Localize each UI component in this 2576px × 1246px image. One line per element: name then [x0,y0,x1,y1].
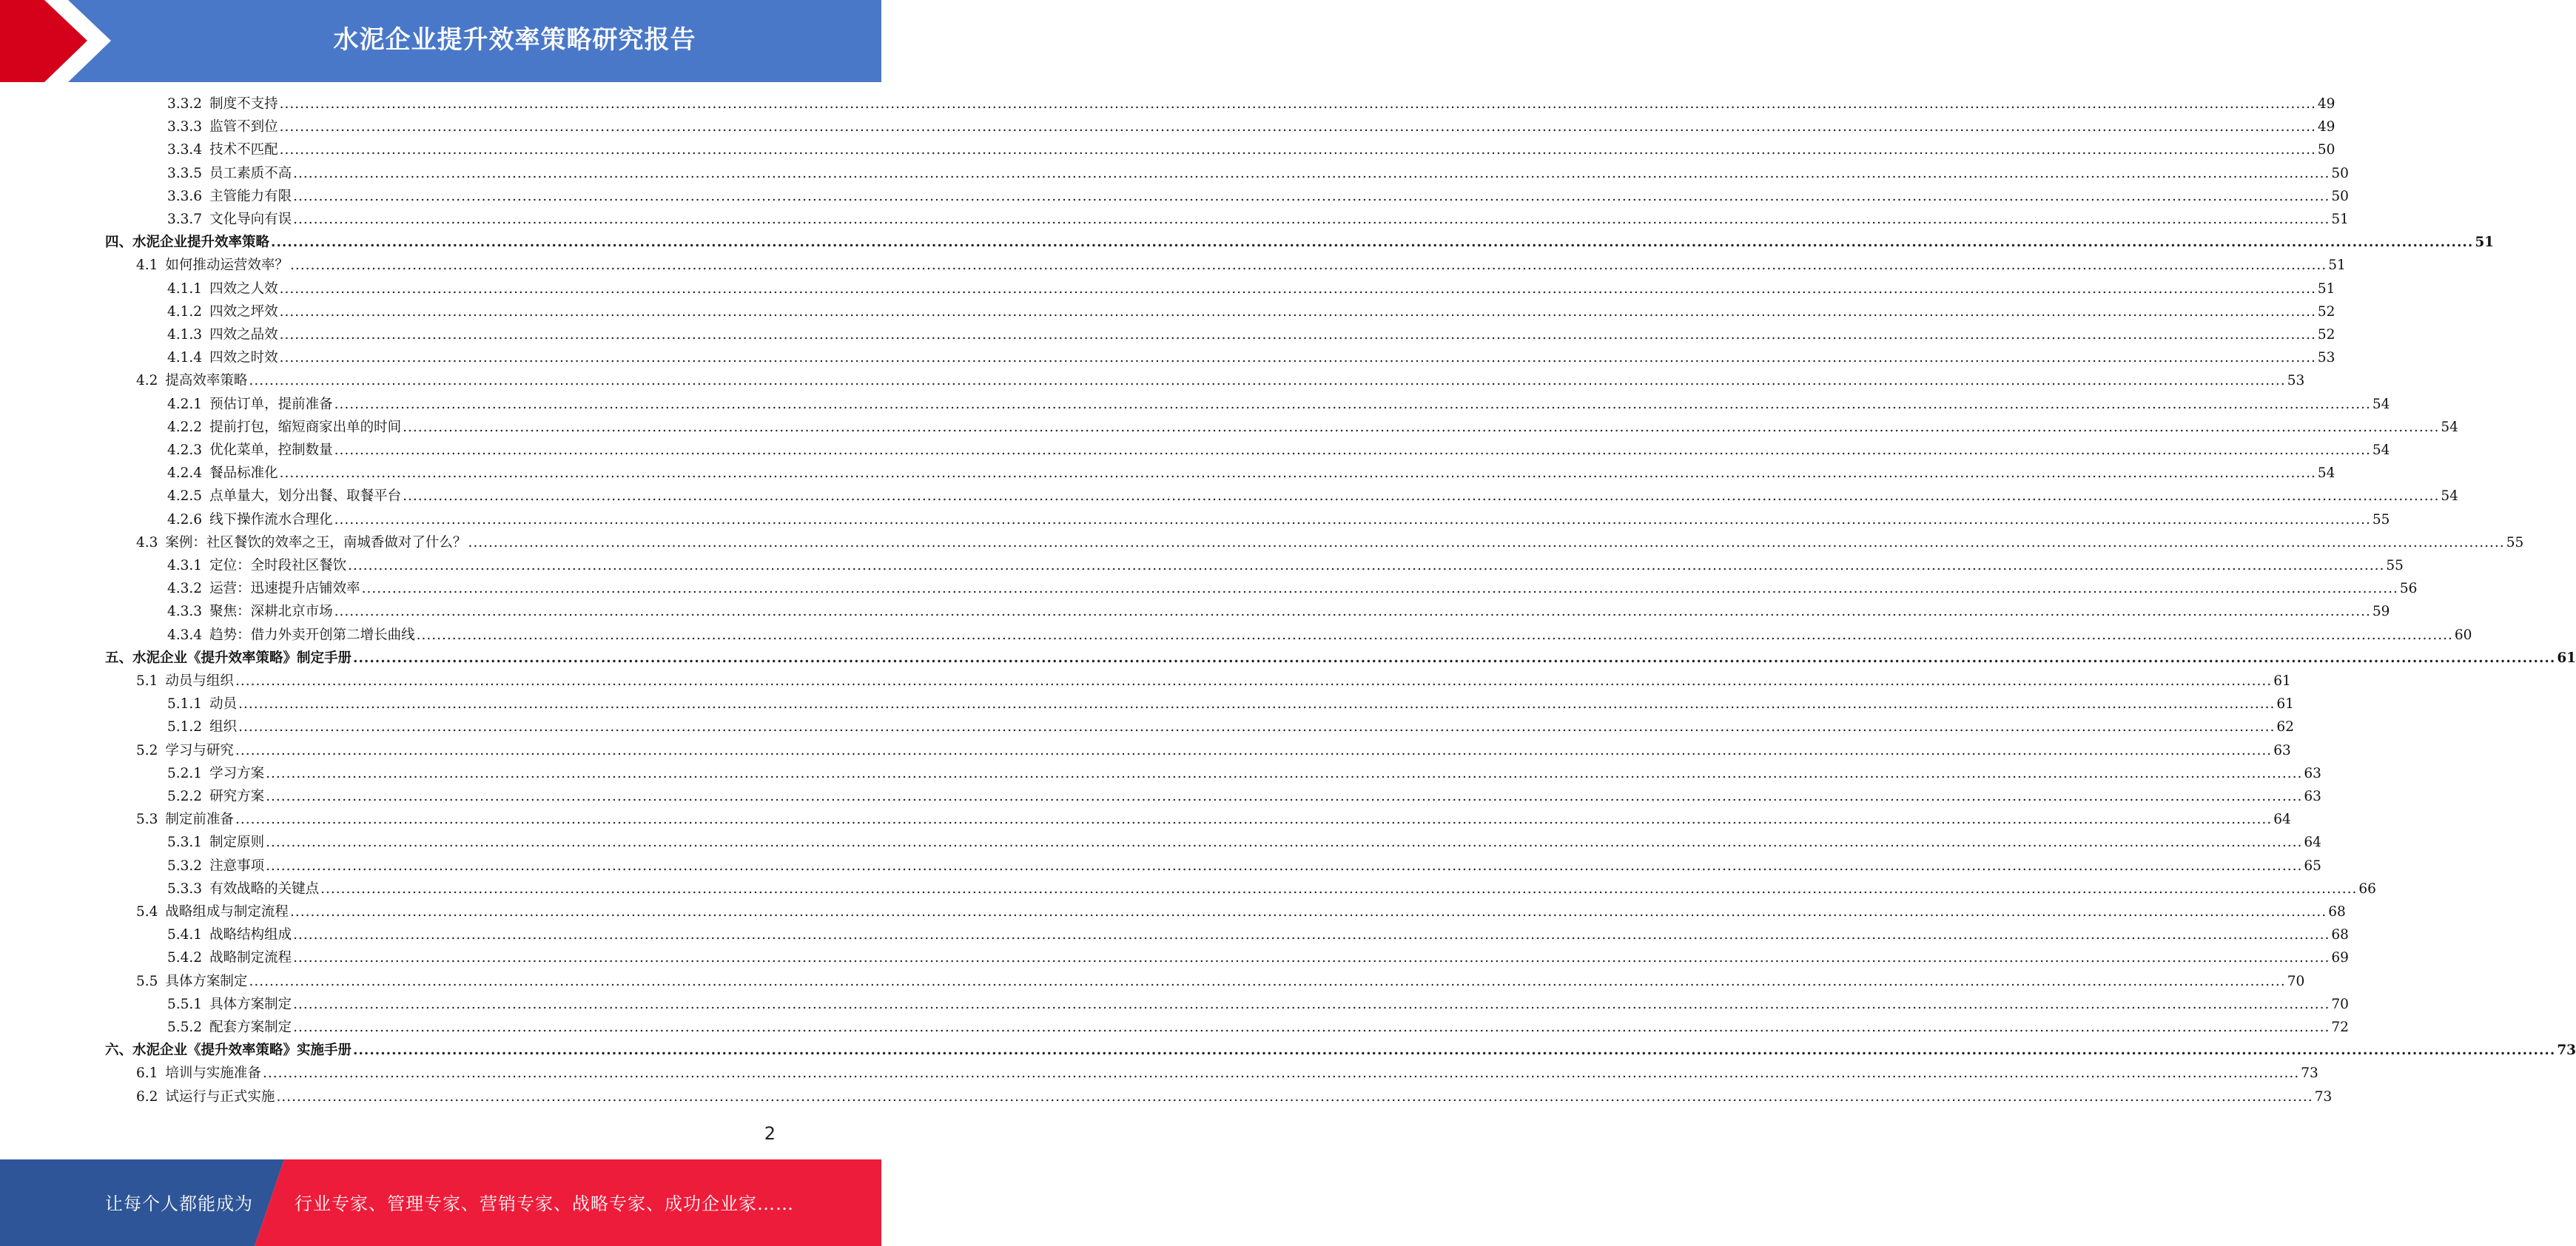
toc-entry-page: 68 [2331,927,2349,943]
toc-entry-title: 组织 [209,719,238,735]
toc-entry-number: 5.2.1 [167,765,203,781]
toc-entry[interactable] [167,832,2321,854]
toc-dot-leader: ................................................................................................................................................................................................................................................................................................................................................................................................................ [279,119,2316,135]
toc-entry-number: 4.3 [136,534,158,550]
toc-entry[interactable] [167,947,2349,969]
toc-entry-page: 54 [2441,488,2458,505]
toc-dot-leader: ................................................................................................................................................................................................................................................................................................................................................................................................................ [235,742,2273,758]
toc-entry-title: 文化导向有误 [209,212,292,227]
toc-entry-number: 4.1 [136,257,158,274]
toc-entry-title: 优化菜单，控制数量 [209,442,333,458]
toc-entry-title: 水泥企业提升效率策略 [132,235,270,251]
toc-entry-page: 65 [2304,858,2321,874]
toc-entry-title: 预估订单，提前准备 [209,396,333,412]
toc-entry[interactable] [167,116,2335,138]
toc-entry-number: 3.3.6 [167,188,203,204]
toc-entry-number: 5.2.2 [167,789,203,804]
toc-entry-title: 监管不到位 [209,119,278,135]
toc-dot-leader: ................................................................................................................................................................................................................................................................................................................................................................................................................ [293,950,2330,966]
toc-dot-leader: ................................................................................................................................................................................................................................................................................................................................................................................................................ [238,719,2276,735]
toc-entry[interactable] [167,417,2458,439]
toc-entry[interactable] [136,370,2305,392]
toc-entry-title: 培训与实施准备 [165,1065,261,1082]
toc-dot-leader: ................................................................................................................................................................................................................................................................................................................................................................................................................ [249,373,2286,389]
toc-entry-page: 51 [2331,212,2349,227]
toc-entry-title: 运营：迅速提升店铺效率 [209,581,360,597]
toc-entry-page: 54 [2372,442,2390,458]
toc-entry[interactable] [167,347,2335,369]
toc-entry-page: 69 [2331,950,2349,966]
toc-entry-page: 61 [2273,673,2291,689]
toc-entry-title: 配套方案制定 [209,1020,292,1035]
toc-entry-number: 4.3.1 [167,558,203,573]
toc-entry[interactable] [136,670,2291,693]
toc-entry-page: 50 [2317,142,2335,158]
toc-entry-number: 4.3.4 [167,627,203,643]
toc-entry-title: 四效之人效 [209,280,278,297]
toc-dot-leader: ................................................................................................................................................................................................................................................................................................................................................................................................................ [293,165,2330,181]
toc-entry[interactable] [136,901,2346,923]
toc-entry-number: 5.5.1 [167,996,203,1012]
toc-entry-title: 制定原则 [209,835,265,851]
toc-entry-page: 63 [2273,742,2291,758]
toc-entry-number: 5.4.1 [167,927,203,943]
toc-dot-leader: ................................................................................................................................................................................................................................................................................................................................................................................................................ [279,142,2316,158]
toc-entry-number: 4.1.2 [167,303,203,320]
toc-entry-number: 六、 [105,1043,133,1059]
toc-entry-title: 学习方案 [209,765,265,781]
toc-entry-number: 5.4.2 [167,950,203,966]
toc-entry-page: 53 [2317,350,2335,366]
toc-dot-leader: ................................................................................................................................................................................................................................................................................................................................................................................................................ [279,303,2316,320]
toc-entry-page: 50 [2331,188,2349,204]
toc-entry-page: 52 [2317,327,2335,343]
toc-entry-title: 四效之坪效 [209,303,278,320]
toc-entry[interactable] [167,786,2321,808]
toc-entry-number: 4.2.6 [167,511,203,528]
toc-entry-page: 63 [2304,789,2321,804]
toc-entry-number: 4.2.3 [167,442,203,458]
page-footer [0,1159,881,1246]
toc-entry-number: 4.3.3 [167,604,203,620]
toc-dot-leader: ................................................................................................................................................................................................................................................................................................................................................................................................................ [266,858,2303,874]
toc-entry[interactable] [167,209,2349,231]
toc-entry-page: 73 [2557,1043,2576,1059]
toc-entry-number: 5.3.2 [167,858,203,874]
toc-entry-page: 55 [2506,534,2524,550]
toc-entry-title: 制度不支持 [209,96,278,112]
toc-entry-number: 5.3.1 [167,835,203,851]
toc-entry-page: 49 [2317,96,2335,112]
toc-entry-number: 3.3.3 [167,119,203,135]
toc-entry-title: 有效战略的关键点 [209,880,320,897]
toc-entry-title: 如何推动运营效率？ [165,257,289,274]
toc-entry-page: 54 [2317,465,2335,482]
toc-entry-number: 5.3 [136,812,158,828]
toc-entry[interactable] [167,509,2390,531]
toc-entry-title: 具体方案制定 [165,973,248,989]
toc-entry[interactable] [136,532,2524,554]
toc-entry-page: 55 [2372,511,2390,528]
toc-dot-leader: ................................................................................................................................................................................................................................................................................................................................................................................................................ [353,650,2556,666]
toc-entry-page: 72 [2331,1020,2349,1035]
toc-entry-title: 员工素质不高 [209,165,292,181]
toc-entry[interactable] [136,971,2305,993]
toc-entry-title: 水泥企业《提升效率策略》实施手册 [132,1043,352,1059]
toc-dot-leader: ................................................................................................................................................................................................................................................................................................................................................................................................................ [279,327,2316,343]
toc-entry[interactable] [136,1086,2333,1108]
toc-entry-page: 50 [2331,165,2349,181]
toc-dot-leader: ................................................................................................................................................................................................................................................................................................................................................................................................................ [249,973,2286,989]
toc-entry-title: 战略组成与制定流程 [165,904,289,920]
toc-entry[interactable] [136,740,2291,762]
toc-entry-title: 线下操作流水合理化 [209,511,333,528]
toc-entry-number: 5.1 [136,673,158,689]
toc-entry-title: 具体方案制定 [209,996,292,1012]
toc-dot-leader: ................................................................................................................................................................................................................................................................................................................................................................................................................ [334,442,2371,458]
toc-entry-number: 4.2.1 [167,396,203,412]
toc-entry[interactable] [167,578,2418,600]
toc-entry-page: 70 [2287,973,2305,989]
toc-entry-title: 战略制定流程 [209,950,292,966]
toc-dot-leader: ................................................................................................................................................................................................................................................................................................................................................................................................................ [235,673,2273,689]
toc-dot-leader: ................................................................................................................................................................................................................................................................................................................................................................................................................ [416,627,2453,643]
toc-entry-title: 餐品标准化 [209,465,278,482]
toc-dot-leader: ................................................................................................................................................................................................................................................................................................................................................................................................................ [293,927,2330,943]
toc-entry-title: 定位：全时段社区餐饮 [209,558,347,573]
toc-entry[interactable] [167,693,2294,715]
toc-entry-number: 3.3.5 [167,165,203,181]
toc-entry-page: 53 [2287,373,2305,389]
toc-dot-leader: ................................................................................................................................................................................................................................................................................................................................................................................................................ [266,789,2303,804]
toc-entry[interactable] [105,647,2576,670]
toc-entry-number: 4.3.2 [167,581,203,597]
toc-entry-title: 动员与组织 [165,673,234,689]
toc-entry[interactable] [136,809,2291,831]
toc-dot-leader: ................................................................................................................................................................................................................................................................................................................................................................................................................ [289,904,2327,920]
toc-entry-page: 64 [2304,835,2321,851]
toc-dot-leader: ................................................................................................................................................................................................................................................................................................................................................................................................................ [403,419,2440,435]
toc-entry-number: 5.1.1 [167,696,203,713]
toc-entry[interactable] [167,994,2349,1016]
toc-dot-leader: ................................................................................................................................................................................................................................................................................................................................................................................................................ [279,350,2316,366]
toc-dot-leader: ................................................................................................................................................................................................................................................................................................................................................................................................................ [279,96,2316,112]
toc-entry-title: 案例：社区餐饮的效率之王，南城香做对了什么？ [165,534,467,550]
toc-entry-title: 四效之时效 [209,350,278,366]
toc-entry[interactable] [167,555,2404,577]
toc-entry-number: 五、 [105,650,133,666]
toc-entry[interactable] [167,855,2321,878]
toc-entry[interactable] [136,255,2346,277]
toc-entry[interactable] [167,324,2335,346]
toc-entry-page: 59 [2372,604,2390,620]
toc-entry-number: 5.2 [136,742,158,758]
toc-entry-number: 四、 [105,235,133,251]
header-title: 水泥企业提升效率策略研究报告 [333,25,696,55]
toc-entry[interactable] [136,1063,2318,1085]
toc-entry-title: 试运行与正式实施 [165,1088,275,1105]
toc-entry[interactable] [167,462,2335,485]
toc-entry-number: 4.1.4 [167,350,203,366]
toc-entry[interactable] [105,232,2495,254]
toc-entry-number: 5.5 [136,973,158,989]
toc-entry[interactable] [105,1040,2576,1062]
toc-dot-leader: ................................................................................................................................................................................................................................................................................................................................................................................................................ [320,880,2358,897]
toc-dot-leader: ................................................................................................................................................................................................................................................................................................................................................................................................................ [266,835,2303,851]
toc-entry-number: 5.5.2 [167,1020,203,1035]
toc-entry-page: 73 [2314,1088,2333,1105]
toc-dot-leader: ................................................................................................................................................................................................................................................................................................................................................................................................................ [271,235,2474,251]
toc-entry-page: 56 [2399,581,2418,597]
toc-entry-title: 主管能力有限 [209,188,292,204]
toc-entry-number: 4.2.4 [167,465,203,482]
toc-entry-number: 6.2 [136,1088,158,1105]
toc-entry-title: 学习与研究 [165,742,234,758]
toc-entry[interactable] [167,485,2458,508]
toc-entry-number: 4.2 [136,373,158,389]
toc-dot-leader: ................................................................................................................................................................................................................................................................................................................................................................................................................ [353,1043,2556,1059]
toc-dot-leader: ................................................................................................................................................................................................................................................................................................................................................................................................................ [468,534,2505,550]
toc-entry-title: 注意事项 [209,858,265,874]
toc-entry-page: 54 [2441,419,2458,435]
toc-entry-page: 63 [2304,765,2321,781]
page-number: 2 [764,1123,776,1144]
toc-entry-title: 制定前准备 [165,812,234,828]
toc-dot-leader: ................................................................................................................................................................................................................................................................................................................................................................................................................ [279,280,2316,297]
toc-entry-number: 5.4 [136,904,158,920]
toc-entry-number: 4.2.5 [167,488,203,505]
toc-entry[interactable] [167,878,2376,900]
page-header [0,0,881,82]
toc-entry[interactable] [167,1017,2349,1039]
toc-entry-page: 55 [2386,558,2404,573]
toc-dot-leader: ................................................................................................................................................................................................................................................................................................................................................................................................................ [334,396,2371,412]
toc-entry-number: 4.1.3 [167,327,203,343]
toc-entry-title: 四效之品效 [209,327,278,343]
toc-dot-leader: ................................................................................................................................................................................................................................................................................................................................................................................................................ [348,558,2385,573]
toc-entry-title: 动员 [209,696,238,713]
toc-entry-page: 62 [2276,719,2294,735]
toc-entry-title: 研究方案 [209,789,265,804]
toc-dot-leader: ................................................................................................................................................................................................................................................................................................................................................................................................................ [235,812,2273,828]
toc-entry-page: 70 [2331,996,2349,1012]
toc-dot-leader: ................................................................................................................................................................................................................................................................................................................................................................................................................ [293,188,2330,204]
toc-entry-page: 51 [2475,235,2495,251]
toc-dot-leader: ................................................................................................................................................................................................................................................................................................................................................................................................................ [334,604,2371,620]
toc-entry[interactable] [167,301,2335,323]
toc-entry[interactable] [167,278,2335,300]
toc-entry-number: 4.1.1 [167,280,203,297]
toc-dot-leader: ................................................................................................................................................................................................................................................................................................................................................................................................................ [266,765,2303,781]
toc-dot-leader: ................................................................................................................................................................................................................................................................................................................................................................................................................ [289,257,2327,274]
toc-entry-number: 6.1 [136,1065,158,1082]
toc-entry-page: 61 [2276,696,2294,713]
toc-entry[interactable] [167,924,2349,946]
toc-entry-title: 聚焦：深耕北京市场 [209,604,333,620]
toc-entry-page: 68 [2328,904,2346,920]
toc-entry[interactable] [167,163,2349,185]
toc-entry-number: 3.3.7 [167,212,203,227]
toc-entry-title: 趋势：借力外卖开创第二增长曲线 [209,627,415,643]
toc-dot-leader: ................................................................................................................................................................................................................................................................................................................................................................................................................ [293,996,2330,1012]
toc-entry-page: 64 [2273,812,2291,828]
toc-entry-page: 51 [2317,280,2335,297]
toc-dot-leader: ................................................................................................................................................................................................................................................................................................................................................................................................................ [293,212,2330,227]
toc-entry-number: 5.3.3 [167,880,203,897]
toc-entry-title: 点单量大，划分出餐、取餐平台 [209,488,402,505]
toc-entry-number: 3.3.4 [167,142,203,158]
toc-dot-leader: ................................................................................................................................................................................................................................................................................................................................................................................................................ [361,581,2398,597]
toc-entry-page: 52 [2317,303,2335,320]
toc-dot-leader: ................................................................................................................................................................................................................................................................................................................................................................................................................ [403,488,2440,505]
footer-slogan-right: 行业专家、管理专家、营销专家、战略专家、成功企业家…… [295,1193,794,1214]
toc-entry[interactable] [167,624,2472,647]
toc-entry[interactable] [167,716,2294,738]
footer-slogan-left: 让每个人都能成为 [105,1193,253,1214]
toc-entry[interactable] [167,93,2335,115]
toc-entry-page: 51 [2328,257,2346,274]
toc-dot-leader: ................................................................................................................................................................................................................................................................................................................................................................................................................ [279,465,2316,482]
toc-entry[interactable] [167,139,2335,161]
toc-entry-number: 3.3.2 [167,96,203,112]
toc-entry-title: 战略结构组成 [209,927,292,943]
toc-entry-number: 5.1.2 [167,719,203,735]
toc-entry[interactable] [167,394,2390,416]
toc-entry[interactable] [167,763,2321,785]
toc-entry-title: 提前打包，缩短商家出单的时间 [209,419,402,435]
toc-dot-leader: ................................................................................................................................................................................................................................................................................................................................................................................................................ [293,1020,2330,1035]
toc-entry[interactable] [167,601,2390,623]
toc-entry-page: 73 [2301,1065,2318,1082]
toc-entry-title: 提高效率策略 [165,373,248,389]
toc-entry[interactable] [167,186,2349,208]
toc-entry-page: 61 [2557,650,2576,666]
toc-dot-leader: ................................................................................................................................................................................................................................................................................................................................................................................................................ [238,696,2276,713]
toc-entry-page: 54 [2372,396,2390,412]
toc-entry-title: 技术不匹配 [209,142,278,158]
toc-entry-number: 4.2.2 [167,419,203,435]
toc-dot-leader: ................................................................................................................................................................................................................................................................................................................................................................................................................ [334,511,2371,528]
toc-dot-leader: ................................................................................................................................................................................................................................................................................................................................................................................................................ [262,1065,2300,1082]
toc-entry-page: 60 [2454,627,2472,643]
toc-entry-page: 49 [2317,119,2335,135]
toc-dot-leader: ................................................................................................................................................................................................................................................................................................................................................................................................................ [276,1088,2313,1105]
toc-entry[interactable] [167,440,2390,462]
toc-entry-page: 66 [2358,880,2376,897]
toc-entry-title: 水泥企业《提升效率策略》制定手册 [132,650,352,666]
